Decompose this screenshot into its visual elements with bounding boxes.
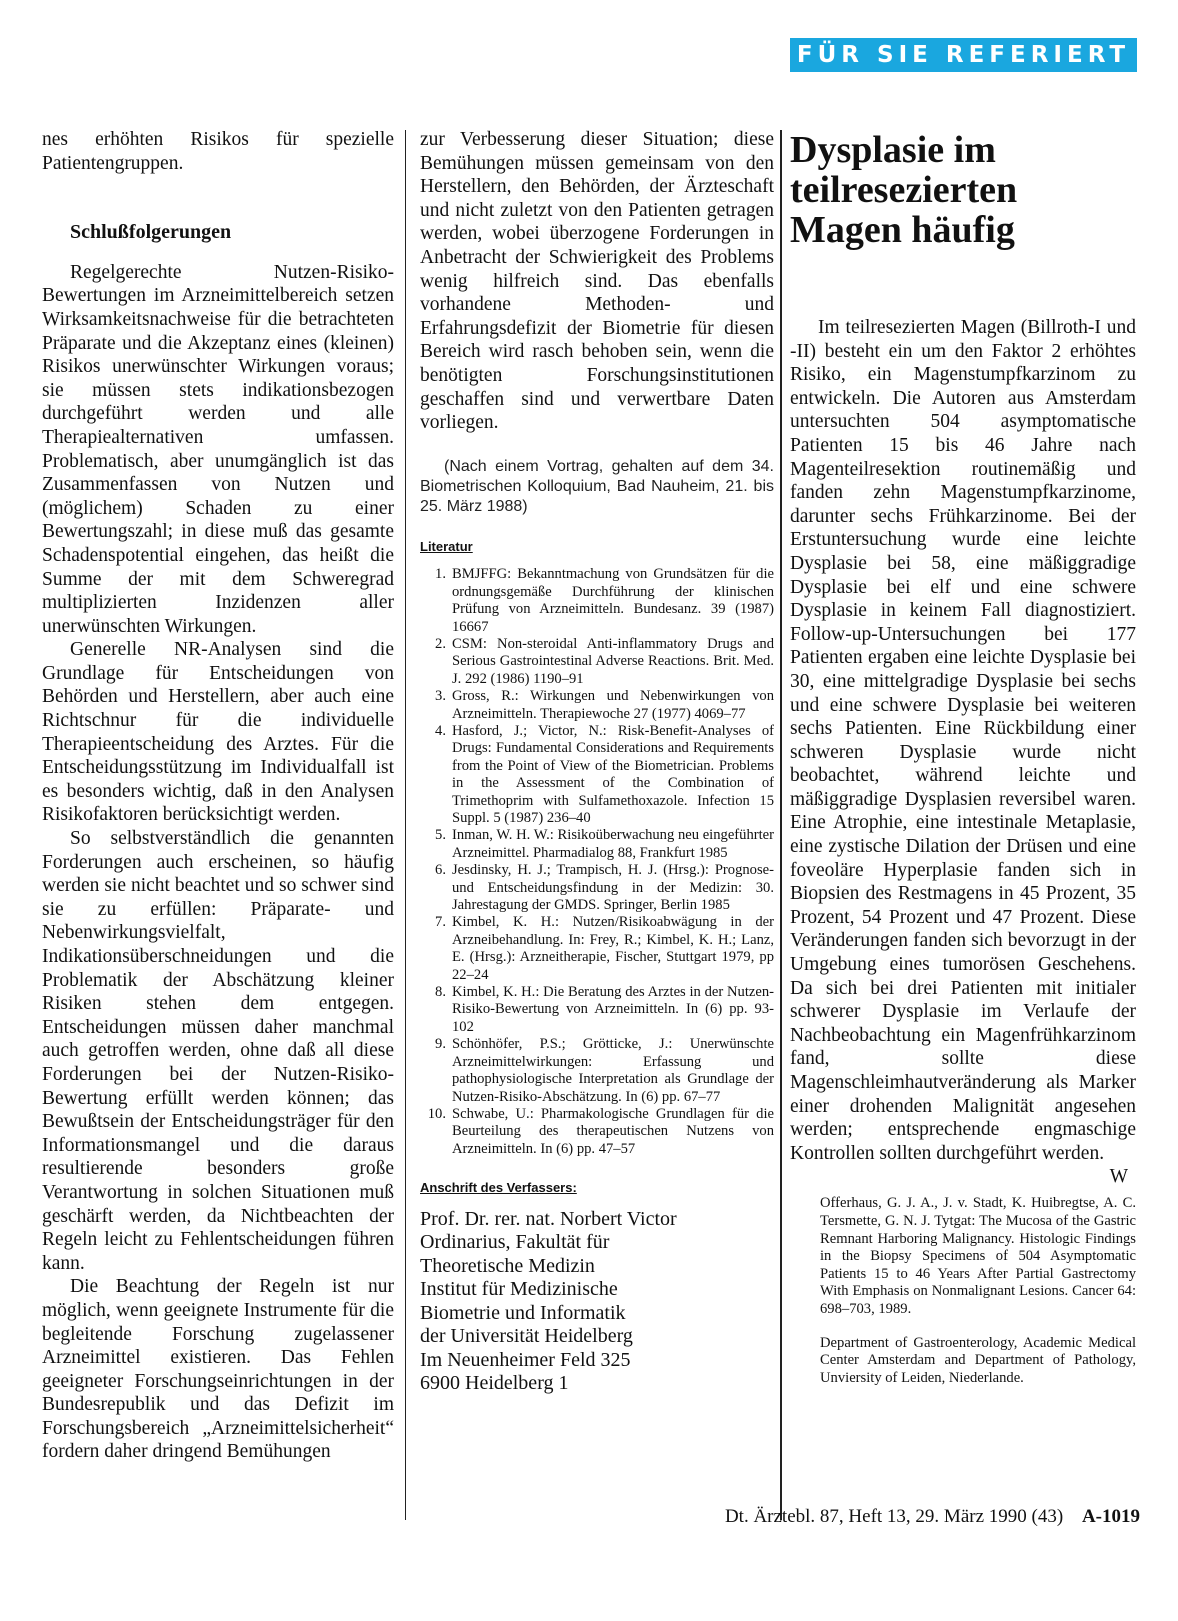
address-line: Biometrie und Informatik — [420, 1301, 626, 1324]
page-footer — [560, 1506, 1140, 1528]
page-number: A-1019 — [1081, 1506, 1140, 1527]
column-divider — [405, 130, 406, 1520]
reference-item: 10. Schwabe, U.: Pharmakologische Grundlagen für die Beurteilung des therapeutischen Nutzens von Arzneimitteln. In (6) pp. 47–57 — [427, 1105, 774, 1157]
reference-item: 3. Gross, R.: Wirkungen und Nebenwirkungen von Arzneimitteln. Therapiewoche 27 (1977) 4069–77 — [435, 688, 774, 722]
opening-text: nes erhöhten Risikos für spezielle Patientengruppen. — [42, 129, 394, 174]
section-heading: Schlußfolgerungen — [70, 221, 232, 244]
reference-list — [420, 566, 774, 1158]
reference-item: 4. Hasford, J.; Victor, N.: Risk-Benefit-Analyses of Drugs: Fundamental Considerations and Requirements from the Point of View of the Biometrician. Problems in the Assessment of the Combination of Trimethoprim with Sulfamethoxazole. Infection 15 Suppl. 5 (1987) 236–40 — [435, 722, 774, 826]
address-line: 6900 Heidelberg 1 — [420, 1372, 569, 1395]
journal-citation: Dt. Ärztebl. 87, Heft 13, 29. März 1990 (43) — [724, 1506, 1064, 1527]
address-line: Prof. Dr. rer. nat. Norbert Victor — [420, 1207, 677, 1230]
article-abstract: Im teilresezierten Magen (Billroth-I und -II) besteht ein um den Faktor 2 erhöhtes Risiko, ein Magenstumpfkarzinom zu entwickeln. Die Autoren aus Amsterdam untersuchten 504 asymptomatische Patienten 15 bis 46 Jahre nach Magenteilresektion routinemäßig und fanden zehn Magenstumpfkarzinome, darunter sechs Frühkarzinome. Bei der Erstuntersuchung wurde eine leichte Dysplasie bei 58, eine mäßiggradige Dysplasie bei elf und eine schwere Dysplasie in keinem Fall diagnostiziert. Follow-up-Untersuchungen bei 177 Patienten ergaben eine leichte Dysplasie bei 30, eine mittelgradige Dysplasie bei sechs und eine schwere Dysplasie bei weiteren sechs Patienten. Eine Rückbildung einer schweren Dysplasie wurde nicht beobachtet, während leichte und mäßiggradige Dysplasien reversibel waren. Eine Atrophie, eine intestinale Metaplasie, eine zystische Dilation der Drüsen und eine foveoläre Hyperplasie fanden sich in Biopsien des Restmagens in 45 Prozent, 35 Prozent, 54 Prozent und 47 Prozent. Diese Veränderungen fanden sich bevorzugt in der Umgebung eines tumorösen Geschehens. Da sich bei drei Patienten mit initialer schwerer Dysplasie im Verlaufe der Nachbeobachtung ein Magenfrühkarzinom fand, sollte diese Magenschleimhautveränderung als Marker einer drohenden Malignität angesehen werden; entsprechende engmaschige Kontrollen sollten durchgeführt werden. W — [790, 317, 1136, 1188]
author-address — [420, 1208, 774, 1396]
reference-item: 6. Jesdinsky, H. J.; Trampisch, H. J. (Hrsg.): Prognose- und Entscheidungsfindung in der Medizin: 30. Jahrestagung der GMDS. Springer, Berlin 1985 — [435, 862, 774, 914]
paragraph: zur Verbesserung dieser Situation; diese Bemühungen müssen gemeinsam von den Herstellern, den Behörden, der Ärzteschaft und nicht zuletzt von den Patienten getragen werden, wobei überzogene Forderungen in Anbetracht der Schwierigkeit des Problems wenig hilfreich sind. Das ebenfalls vorhandene Methoden- und Erfahrungsdefizit der Biometrie für diesen Bereich wird rasch behoben sein, wenn die benötigten Forschungsinstitutionen geschaffen sind und verwertbare Daten vorliegen. — [420, 129, 774, 434]
reference-item: 8. Kimbel, K. H.: Die Beratung des Arztes in der Nutzen-Risiko-Bewertung von Arzneimitteln. In (6) pp. 93-102 — [435, 984, 774, 1035]
paragraph: Die Beachtung der Regeln ist nur möglich, wenn geeignete Instrumente für die begleitende Forschung zugelassener Arzneimittel existieren. Das Fehlen geeigneter Forschungseinrichtungen in der Bundesrepublik und das Defizit im Forschungsbereich „Arzneimittelsicherheit“ fordern daher dringend Bemühungen — [42, 1276, 394, 1463]
address-heading: Anschrift des Verfassers: — [420, 1180, 577, 1196]
literature-heading: Literatur — [420, 538, 473, 554]
column-divider — [780, 130, 782, 1520]
address-line: Ordinarius, Fakultät für — [420, 1231, 610, 1254]
address-line: Institut für Medizinische — [420, 1278, 618, 1301]
paragraph: Regelgerechte Nutzen-Risiko-Bewertungen im Arzneimittelbereich setzen Wirksamkeitsnachweise für die betrachteten Präparate und die Akzeptanz eines (kleinen) Risikos unerwünschter Wirkungen voraus; sie müssen stets indikationsbezogen durchgeführt werden und alle Therapiealternativen umfassen. Problematisch, aber unumgänglich ist das Zusammenfassen von Nutzen und (möglichem) Schaden zu einer Bewertungszahl; in diese muß das gesamte Schadenspotential eingehen, das heißt die Summe der mit dem Schweregrad multiplizierten Inzidenzen aller unerwünschten Wirkungen. — [42, 261, 394, 637]
reference-item: 5. Inman, W. H. W.: Risikoüberwachung neu eingeführter Arzneimittel. Pharmadialog 88, Frankfurt 1985 — [435, 827, 774, 861]
author-signature: W — [1109, 1166, 1128, 1188]
department-affiliation: Department of Gastroenterology, Academic Medical Center Amsterdam and Department of Pathology, Unviersity of Leiden, Niederlande. — [820, 1334, 1136, 1386]
column-1 — [42, 128, 394, 1464]
address-line: der Universität Heidelberg — [420, 1325, 633, 1348]
address-line: Im Neuenheimer Feld 325 — [420, 1348, 631, 1371]
lecture-note: (Nach einem Vortrag, gehalten auf dem 34. Biometrischen Kolloquium, Bad Nauheim, 21. bis 25. März 1988) — [420, 457, 774, 515]
paragraph: So selbstverständlich die genannten Forderungen auch erscheinen, so häufig werden sie nicht beachtet und so schwer sind sie zu erfüllen: Präparate- und Nebenwirkungsvielfalt, Indikationsüberschneidungen und die Problematik der Abschätzung kleiner Risiken stehen dem entgegen. Entscheidungen müssen daher manchmal auch getroffen werden, ohne daß all diese Forderungen bei der Nutzen-Risiko-Bewertung erfüllt werden können; das Bewußtsein der Entscheidungsträger für den Informationsmangel und die daraus resultierende besonders große Verantwortung in solchen Situationen muß geschärft werden, da Nichtbeachten der Regeln leicht zu Fehlentscheidungen führen kann. — [42, 828, 394, 1274]
reference-item: 1. BMJFFG: Bekanntmachung von Grundsätzen für die ordnungsgemäße Durchführung der klinischen Prüfung von Arzneimitteln. Bundesanz. 39 (1987) 16667 — [435, 566, 774, 635]
reference-item: 2. CSM: Non-steroidal Anti-inflammatory Drugs and Serious Gastrointestinal Adverse Reactions. Brit. Med. J. 292 (1986) 1190–91 — [435, 635, 774, 687]
section-banner: FÜR SIE REFERIERT — [790, 38, 1137, 72]
address-line: Theoretische Medizin — [420, 1254, 595, 1277]
source-citation: Offerhaus, G. J. A., J. v. Stadt, K. Huibregtse, A. C. Tersmette, G. N. J. Tytgat: The Mucosa of the Gastric Remnant Harboring Malignancy. Histologic Findings in the Biopsy Specimens of 504 Asymptomatic Patients 15 to 46 Years After Partial Gastrectomy With Emphasis on Nonmalignant Lesions. Cancer 64: 698–703, 1989. — [820, 1195, 1136, 1317]
column-3 — [790, 130, 1136, 1387]
paragraph: Generelle NR-Analysen sind die Grundlage für Entscheidungen von Behörden und Herstellern, aber auch eine Richtschnur für die individuelle Therapieentscheidung des Arztes. Für die Entscheidungsstützung im Individualfall ist es besonders wichtig, daß in den Analysen Risikofaktoren berücksichtigt werden. — [42, 639, 394, 826]
article-headline: Dysplasie im teilresezierten Magen häufig — [790, 129, 1018, 251]
column-2 — [420, 128, 774, 1396]
reference-item: 7. Kimbel, K. H.: Nutzen/Risikoabwägung in der Arzneibehandlung. In: Frey, R.; Kimbel, K. H.; Lanz, E. (Hrsg.): Arzneitherapie, Fischer, Stuttgart 1979, pp 22–24 — [435, 914, 774, 983]
reference-item: 9. Schönhöfer, P.S.; Grötticke, J.: Unerwünschte Arzneimittelwirkungen: Erfassung und pathophysiologische Interpretation als Grundlage der Nutzen-Risiko-Abschätzung. In (6) pp. 67–77 — [435, 1036, 774, 1105]
